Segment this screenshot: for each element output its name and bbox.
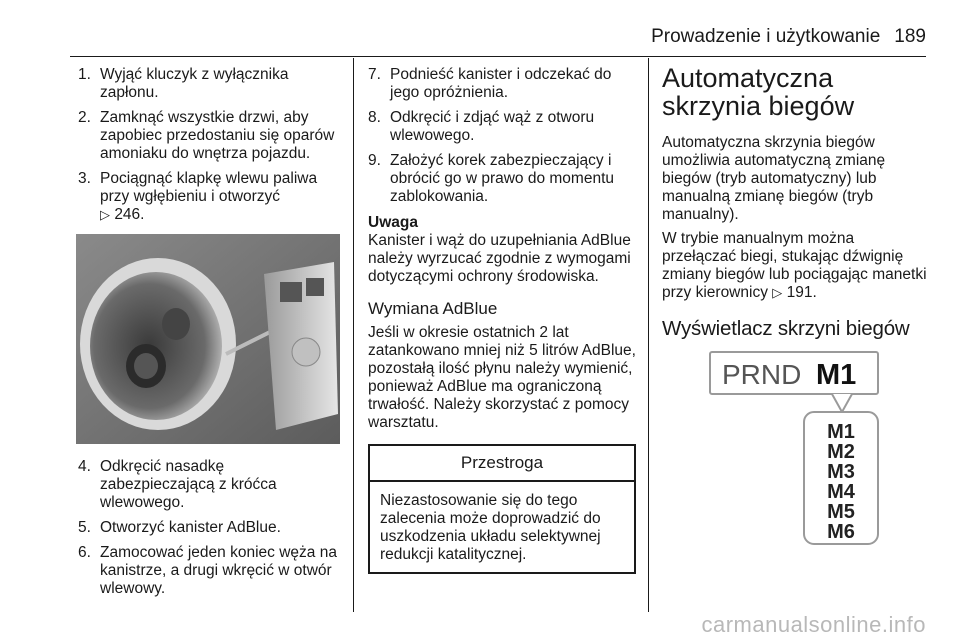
header-divider (70, 56, 926, 57)
gear-label: M3 (827, 461, 855, 483)
caution-title: Przestroga (370, 446, 634, 482)
caution-text: Niezastosowanie się do tego zalecenia może doprowadzić do uszkodzenia układu selektywnej redukcji katalitycznej. (380, 492, 601, 563)
gear-label: M4 (827, 481, 855, 503)
gear-label: M1 (827, 421, 855, 443)
gear-display-illustration (708, 350, 934, 546)
list-item: 5. Otworzyć kanister AdBlue. (78, 519, 281, 536)
display-prefix: PRND (722, 359, 802, 390)
watermark: carmanualsonline.info (701, 612, 926, 637)
column-1 (78, 66, 340, 605)
page-ref-link[interactable]: 246. (114, 206, 145, 223)
list-item: 8. Odkręcić i zdjąć wąż z otworu wlewowego. (368, 109, 595, 144)
note-title: Uwaga (368, 214, 418, 231)
list-item: 6. Zamocować jeden koniec węża na kanistrze, a drugi wkręcić w otwór wlewowy. (78, 544, 337, 597)
steps-list-c (368, 66, 636, 206)
list-item: 9. Założyć korek zabezpieczający i obrócić go w prawo do momentu zablokowania. (368, 152, 615, 205)
page-ref-icon: ⁠▷ (772, 285, 783, 300)
page-ref-icon: ⁠▷ (100, 207, 110, 222)
steps-list-a (78, 66, 340, 224)
steps-list-b (78, 458, 340, 598)
list-item: 7. Podnieść kanister i odczekać do jego opróżnienia. (368, 66, 612, 101)
list-item: 1. Wyjąć kluczyk z wyłącznika zapłonu. (78, 66, 289, 101)
page-number: 189 (894, 26, 926, 47)
display-heading: Wyświetlacz skrzyni biegów (662, 317, 910, 340)
intro-paragraph: Automatyczna skrzynia biegów umożliwia automatyczną zmianę biegów (tryb automatyczny) lub manualną zmianę biegów (tryb manualny). (662, 134, 886, 223)
gear-label: M5 (827, 501, 855, 523)
section-title: Prowadzenie i użytkowanie (651, 26, 881, 47)
page-ref-link[interactable]: 191. (786, 284, 817, 301)
note-text: Kanister i wąż do uzupełniania AdBlue należy wyrzucać zgodnie z wymogami dotyczącymi ochrony środowiska. (368, 232, 631, 285)
list-item: 2. Zamknąć wszystkie drzwi, aby zapobiec przedostaniu się oparów amoniaku do wnętrza pojazdu. (78, 109, 335, 162)
section-heading: Automatyczna skrzynia biegów (662, 63, 855, 121)
column-divider-2 (648, 58, 649, 612)
gear-label: M6 (827, 521, 855, 543)
gear-label: M2 (827, 441, 855, 463)
fuel-filler-photo (76, 234, 340, 444)
caution-box (368, 444, 636, 574)
page-header (651, 26, 926, 48)
column-2 (368, 66, 636, 574)
adblue-paragraph: Jeśli w okresie ostatnich 2 lat zatankowano mniej niż 5 litrów AdBlue, pozostałą ilość płynu należy wymienić, ponieważ AdBlue ma ograniczoną trwałość. Należy skorzystać z pomocy warsztatu. (368, 324, 636, 431)
display-current: M1 (816, 359, 857, 391)
manual-mode-paragraph: W trybie manualnym można przełączać biegi, stukając dźwignię zmiany biegów lub pociągając manetki przy kierownicy ⁠▷ 191. (662, 230, 927, 301)
column-divider-1 (353, 58, 354, 612)
list-item: 3. Pociągnąć klapkę wlewu paliwa przy wgłębieniu i otworzyć ⁠▷ 246. (78, 170, 318, 223)
subheading-adblue: Wymiana AdBlue (368, 299, 498, 318)
column-3 (662, 63, 932, 546)
list-item: 4. Odkręcić nasadkę zabezpieczającą z króćca wlewowego. (78, 458, 277, 511)
